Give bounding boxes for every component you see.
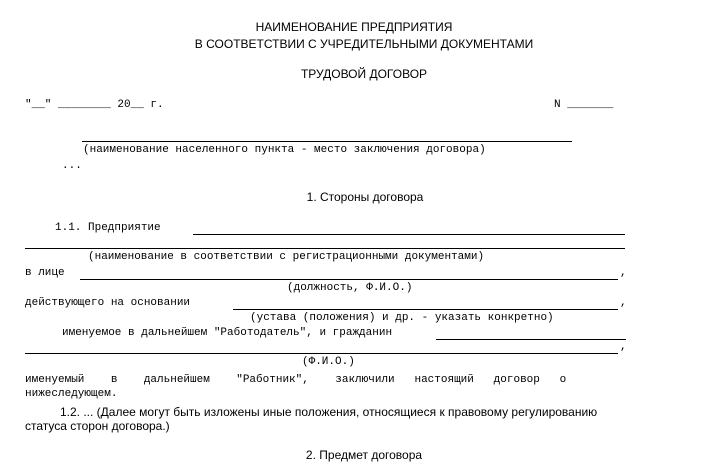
section-1-heading: 1. Стороны договора (306, 190, 424, 204)
company-name-line1: НАИМЕНОВАНИЕ ПРЕДПРИЯТИЯ (255, 20, 453, 34)
section-2-heading: 2. Предмет договора (305, 448, 423, 462)
place-ellipsis: ... (62, 160, 82, 172)
contract-date-field[interactable]: "__" ________ 20__ г. (25, 99, 164, 111)
contract-number-field[interactable]: N _______ (554, 99, 614, 111)
clause-1-2-line1: 1.2. ... (Далее могут быть изложены иные положения, относящиеся к правовому регулированию (60, 405, 598, 419)
place-underline[interactable] (82, 141, 572, 142)
representative-line[interactable] (80, 279, 618, 280)
place-caption: (наименование населенного пункта - место заключения договора) (83, 144, 486, 156)
in-person-label: в лице (25, 267, 65, 279)
basis-line[interactable] (233, 309, 618, 310)
employee-name-line[interactable] (436, 339, 626, 340)
name-caption: (наименование в соответствии с регистрационными документами) (88, 251, 485, 263)
employee-name-line-2[interactable] (25, 353, 618, 354)
employee-text-line2: нижеследующем. (25, 388, 118, 400)
comma: , (620, 341, 627, 353)
acting-basis-label: действующего на основании (25, 297, 191, 309)
position-caption: (должность, Ф.И.О.) (287, 282, 413, 294)
employer-text: именуемое в дальнейшем "Работодатель", и гражданин (62, 327, 393, 339)
employee-text-line1: именуемый в дальнейшем "Работник", заключили настоящий договор о (25, 374, 567, 386)
comma: , (620, 267, 627, 279)
document-title: ТРУДОВОЙ ДОГОВОР (300, 67, 428, 81)
fio-caption: (Ф.И.О.) (302, 356, 355, 368)
enterprise-name-line[interactable] (193, 234, 625, 235)
comma: , (620, 297, 627, 309)
company-name-line2: В СООТВЕТСТВИИ С УЧРЕДИТЕЛЬНЫМИ ДОКУМЕНТАМИ (194, 37, 534, 51)
charter-caption: (устава (положения) и др. - указать конкретно) (250, 312, 554, 324)
enterprise-name-line-2[interactable] (25, 248, 625, 249)
clause-1-2-line2: статуса сторон договора.) (25, 419, 170, 433)
enterprise-label: 1.1. Предприятие (55, 222, 161, 234)
